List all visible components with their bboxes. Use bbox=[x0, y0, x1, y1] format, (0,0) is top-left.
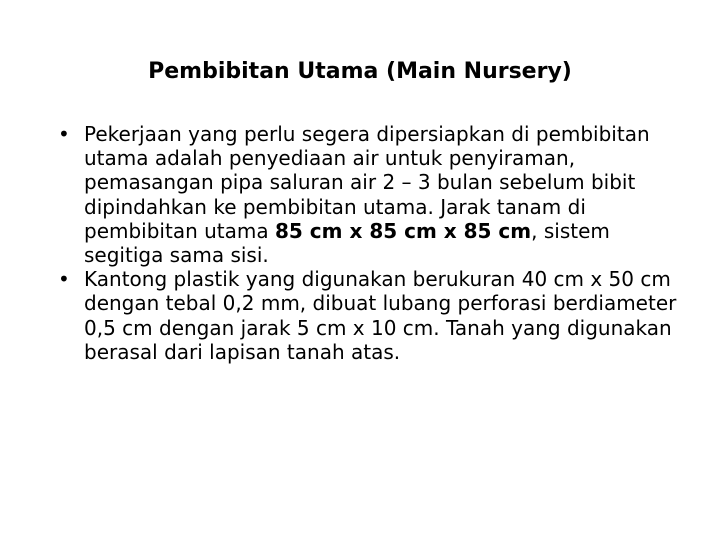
bullet-item-1 bbox=[58, 122, 680, 267]
bullet-text: Kantong plastik yang digunakan berukuran 40 cm x 50 cm dengan tebal 0,2 mm, dibuat lubang perforasi berdiameter 0,5 cm dengan jarak 5 cm x 10 cm. Tanah yang digunakan berasal dari lapisan tanah atas. bbox=[84, 267, 677, 364]
bullet-text: Pekerjaan yang perlu segera dipersiapkan di pembibitan utama adalah penyediaan air untuk penyiraman, pemasangan pipa saluran air 2 – 3 bulan sebelum bibit dipindahkan ke pembibitan utama. Jarak tanam di pembibitan utama bbox=[84, 122, 650, 243]
bullet-marker: • bbox=[58, 267, 70, 292]
bullet-list bbox=[58, 122, 680, 364]
bullet-item-2 bbox=[58, 267, 680, 364]
bullet-text-end: , sistem segitiga sama sisi. bbox=[84, 218, 610, 268]
bullet-marker: • bbox=[58, 122, 70, 146]
bullet-bold-text: 85 cm x 85 cm x 85 cm bbox=[275, 218, 532, 243]
slide-title: Pembibitan Utama (Main Nursery) bbox=[148, 59, 572, 84]
